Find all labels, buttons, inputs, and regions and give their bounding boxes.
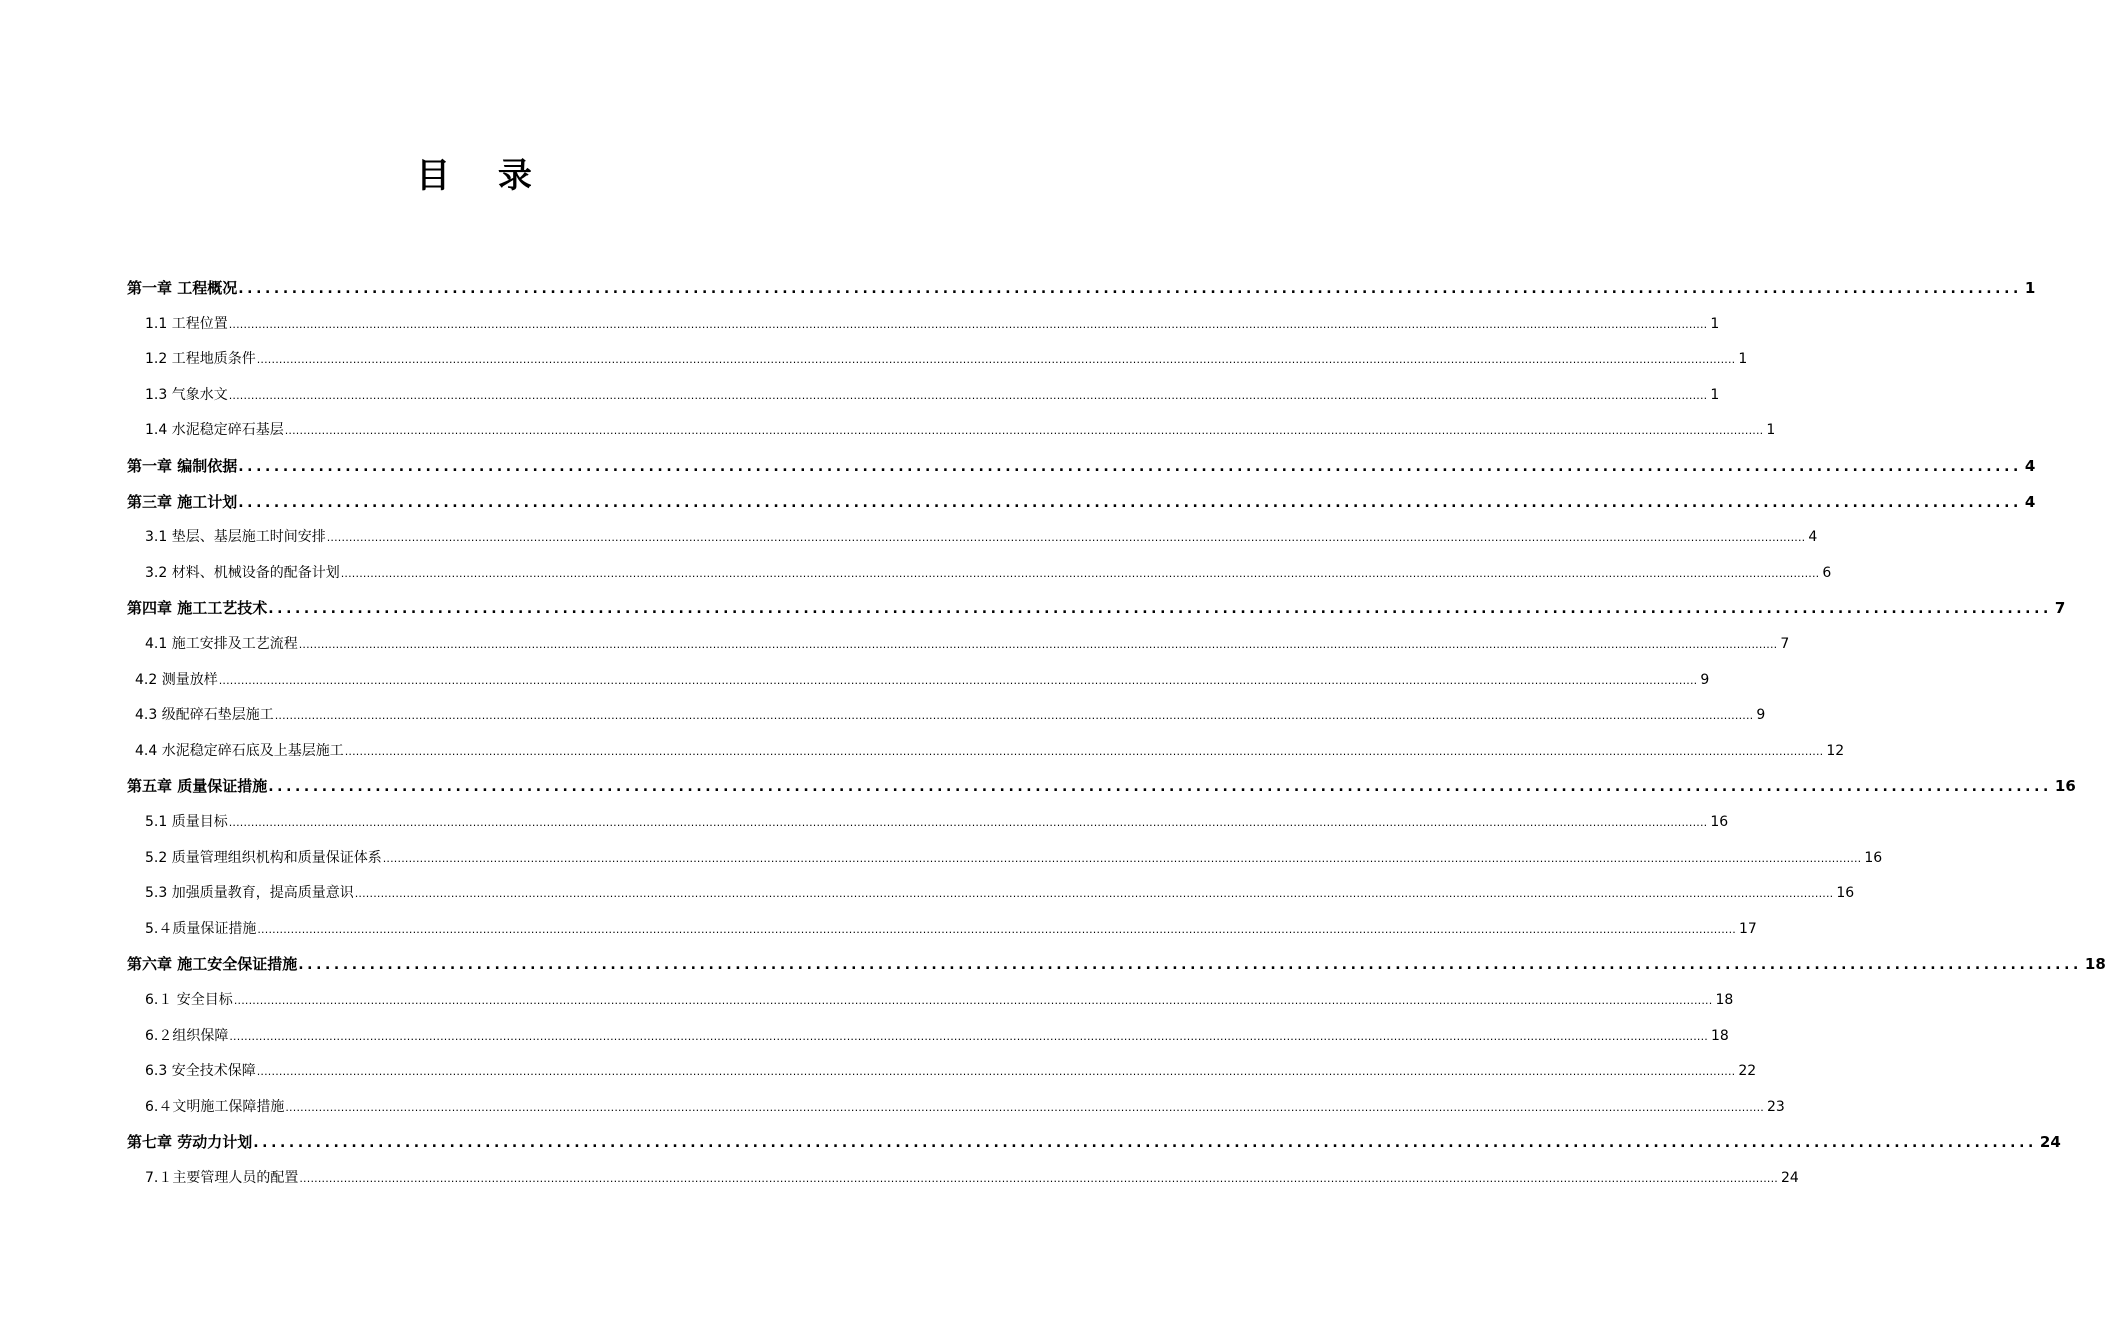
toc-entry-label: 5.1 质量目标 (145, 814, 228, 830)
toc-section-entry[interactable] (145, 1059, 1757, 1083)
toc-page-number: 1 (1738, 351, 1748, 368)
toc-entry-label: 第三章 施工计划 (127, 492, 238, 511)
toc-section-entry[interactable] (145, 1024, 1729, 1048)
toc-dot-leader: ................................................................................................................................................................................................................................................................................................................................................................................................................ (299, 1172, 1778, 1185)
toc-dot-leader: ........................................................................................................................................................................................................ (238, 281, 2022, 297)
toc-entry-label: 4.3 级配碎石垫层施工 (135, 707, 274, 724)
toc-dot-leader: ................................................................................................................................................................................................................................................................................................................................................................................................................ (326, 531, 1806, 545)
toc-page-number: 4 (1808, 529, 1818, 546)
toc-page-number: 7 (1780, 636, 1790, 652)
toc-entry-label: 第四章 施工工艺技术 (127, 599, 268, 618)
toc-dot-leader: ................................................................................................................................................................................................................................................................................................................................................................................................................ (256, 353, 1736, 367)
toc-section-entry[interactable] (145, 1095, 1785, 1119)
toc-page-number: 6 (1822, 564, 1832, 581)
toc-section-entry[interactable] (145, 846, 1883, 870)
toc-section-entry[interactable] (145, 561, 1832, 585)
toc-entry-label: 6.４文明施工保障措施 (145, 1098, 285, 1115)
toc-entry-label: 第五章 质量保证措施 (127, 777, 268, 796)
toc-entry-label: 1.4 水泥稳定碎石基层 (145, 422, 284, 439)
toc-entry-label: 第七章 劳动力计划 (127, 1133, 253, 1152)
toc-page-number: 16 (1864, 849, 1883, 866)
toc-section-entry[interactable] (145, 632, 1790, 656)
toc-dot-leader: ................................................................................................................................................................................................................................................................................................................................................................................................................ (228, 816, 1708, 829)
toc-page-number: 1 (2024, 279, 2036, 297)
toc-page-number: 23 (1767, 1098, 1785, 1115)
toc-entry-label: 4.4 水泥稳定碎石底及上基层施工 (135, 742, 344, 759)
toc-entry-label: 7.１主要管理人员的配置 (145, 1170, 299, 1186)
toc-page-number: 12 (1826, 742, 1845, 759)
toc-section-entry[interactable] (145, 312, 1720, 336)
toc-page-number: 18 (1715, 992, 1734, 1008)
toc-page-number: 4 (2024, 457, 2036, 475)
toc-page-number: 18 (1711, 1027, 1729, 1044)
toc-section-entry[interactable] (145, 988, 1734, 1012)
toc-section-entry[interactable] (145, 917, 1757, 941)
toc-dot-leader: ................................................................................................................................................................................................................................................................................................................................................................................................................ (274, 709, 1754, 723)
toc-dot-leader: ................................................................................................................................................................................................................................................................................................................................................................................................................ (344, 744, 1824, 758)
toc-dot-leader: ................................................................................................................................................................................................................................................................................................................................................................................................................ (298, 638, 1778, 651)
toc-page-number: 4 (2024, 492, 2036, 511)
toc-entry-label: 6.3 安全技术保障 (145, 1063, 256, 1080)
toc-dot-leader: ................................................................................................................................................................................................................................................................................................................................................................................................................ (382, 851, 1862, 865)
toc-page-number: 17 (1739, 920, 1757, 937)
toc-dot-leader: ................................................................................................................................................................................................................................................................................................................................................................................................................ (228, 388, 1708, 402)
toc-entry-label: 1.2 工程地质条件 (145, 351, 256, 368)
toc-page-number: 1 (1710, 386, 1720, 403)
toc-entry-label: 第一章 编制依据 (127, 457, 238, 475)
toc-section-entry[interactable] (135, 703, 1766, 727)
toc-page-number: 1 (1766, 422, 1776, 439)
toc-entry-label: 3.1 垫层、基层施工时间安排 (145, 529, 326, 546)
toc-dot-leader: ................................................................................................................................................................................................................................................................................................................................................................................................................ (257, 922, 1736, 936)
toc-section-entry[interactable] (145, 881, 1855, 905)
toc-entry-label: 第六章 施工安全保证措施 (127, 955, 298, 974)
toc-section-entry[interactable] (135, 668, 1710, 692)
toc-dot-leader: ................................................................................................................................................................................................................................................................................................................................................................................................................ (229, 1029, 1708, 1043)
toc-dot-leader: ................................................................................................................................................................................................................................................................................................................................................................................................................ (228, 317, 1708, 331)
toc-page-number: 9 (1700, 671, 1710, 688)
toc-entry-label: 5.2 质量管理组织机构和质量保证体系 (145, 849, 382, 866)
toc-page-number: 16 (1836, 885, 1855, 902)
toc-dot-leader: ................................................................................................................................................................................................................................................................................................................................................................................................................ (256, 1065, 1736, 1079)
toc-chapter-entry[interactable] (127, 454, 2036, 478)
toc-dot-leader: ........................................................................................................................................................................................................ (268, 779, 2052, 796)
toc-chapter-entry[interactable] (127, 276, 2036, 300)
toc-page-number: 24 (1781, 1170, 1799, 1186)
toc-chapter-entry[interactable] (127, 774, 2076, 798)
toc-entry-label: 4.2 测量放样 (135, 671, 218, 688)
toc-entry-label: 1.1 工程位置 (145, 315, 228, 332)
toc-dot-leader: ................................................................................................................................................................................................................................................................................................................................................................................................................ (354, 887, 1834, 901)
toc-section-entry[interactable] (145, 383, 1720, 407)
toc-entry-label: 5.3 加强质量教育，提高质量意识 (145, 885, 354, 902)
toc-page-number: 24 (2039, 1133, 2061, 1152)
toc-dot-leader: ................................................................................................................................................................................................................................................................................................................................................................................................................ (285, 1100, 1764, 1114)
toc-page-number: 7 (2054, 599, 2066, 618)
toc-entry-label: 6.２组织保障 (145, 1027, 229, 1044)
toc-entry-label: 5.４质量保证措施 (145, 920, 257, 937)
toc-chapter-entry[interactable] (127, 1130, 2061, 1154)
toc-chapter-entry[interactable] (127, 596, 2066, 620)
toc-entry-label: 6.１ 安全目标 (145, 992, 233, 1008)
toc-page-number: 18 (2084, 955, 2106, 974)
toc-dot-leader: ........................................................................................................................................................................................................ (238, 494, 2022, 511)
toc-page-number: 1 (1710, 315, 1720, 332)
toc-page-number: 16 (2054, 777, 2076, 796)
toc-section-entry[interactable] (135, 739, 1845, 763)
toc-section-entry[interactable] (145, 810, 1729, 834)
toc-dot-leader: ........................................................................................................................................................................................................ (298, 957, 2082, 974)
toc-dot-leader: ........................................................................................................................................................................................................ (238, 459, 2022, 475)
toc-dot-leader: ................................................................................................................................................................................................................................................................................................................................................................................................................ (218, 673, 1698, 687)
toc-page-number: 22 (1738, 1063, 1757, 1080)
toc-entry-label: 3.2 材料、机械设备的配备计划 (145, 564, 340, 581)
toc-entry-label: 第一章 工程概况 (127, 279, 238, 297)
toc-dot-leader: ................................................................................................................................................................................................................................................................................................................................................................................................................ (340, 566, 1820, 580)
toc-section-entry[interactable] (145, 1166, 1799, 1190)
toc-entry-label: 4.1 施工安排及工艺流程 (145, 636, 298, 652)
page-title: 目 录 (416, 156, 550, 196)
toc-section-entry[interactable] (145, 347, 1748, 371)
toc-chapter-entry[interactable] (127, 952, 2106, 976)
toc-chapter-entry[interactable] (127, 490, 2036, 514)
toc-dot-leader: ........................................................................................................................................................................................................ (268, 601, 2052, 618)
toc-entry-label: 1.3 气象水文 (145, 386, 228, 403)
toc-section-entry[interactable] (145, 418, 1776, 442)
toc-dot-leader: ................................................................................................................................................................................................................................................................................................................................................................................................................ (284, 424, 1764, 438)
toc-dot-leader: ................................................................................................................................................................................................................................................................................................................................................................................................................ (233, 994, 1713, 1007)
toc-page-number: 9 (1756, 707, 1766, 724)
toc-page-number: 16 (1710, 814, 1729, 830)
toc-section-entry[interactable] (145, 525, 1818, 549)
toc-dot-leader: ........................................................................................................................................................................................................ (253, 1135, 2037, 1152)
